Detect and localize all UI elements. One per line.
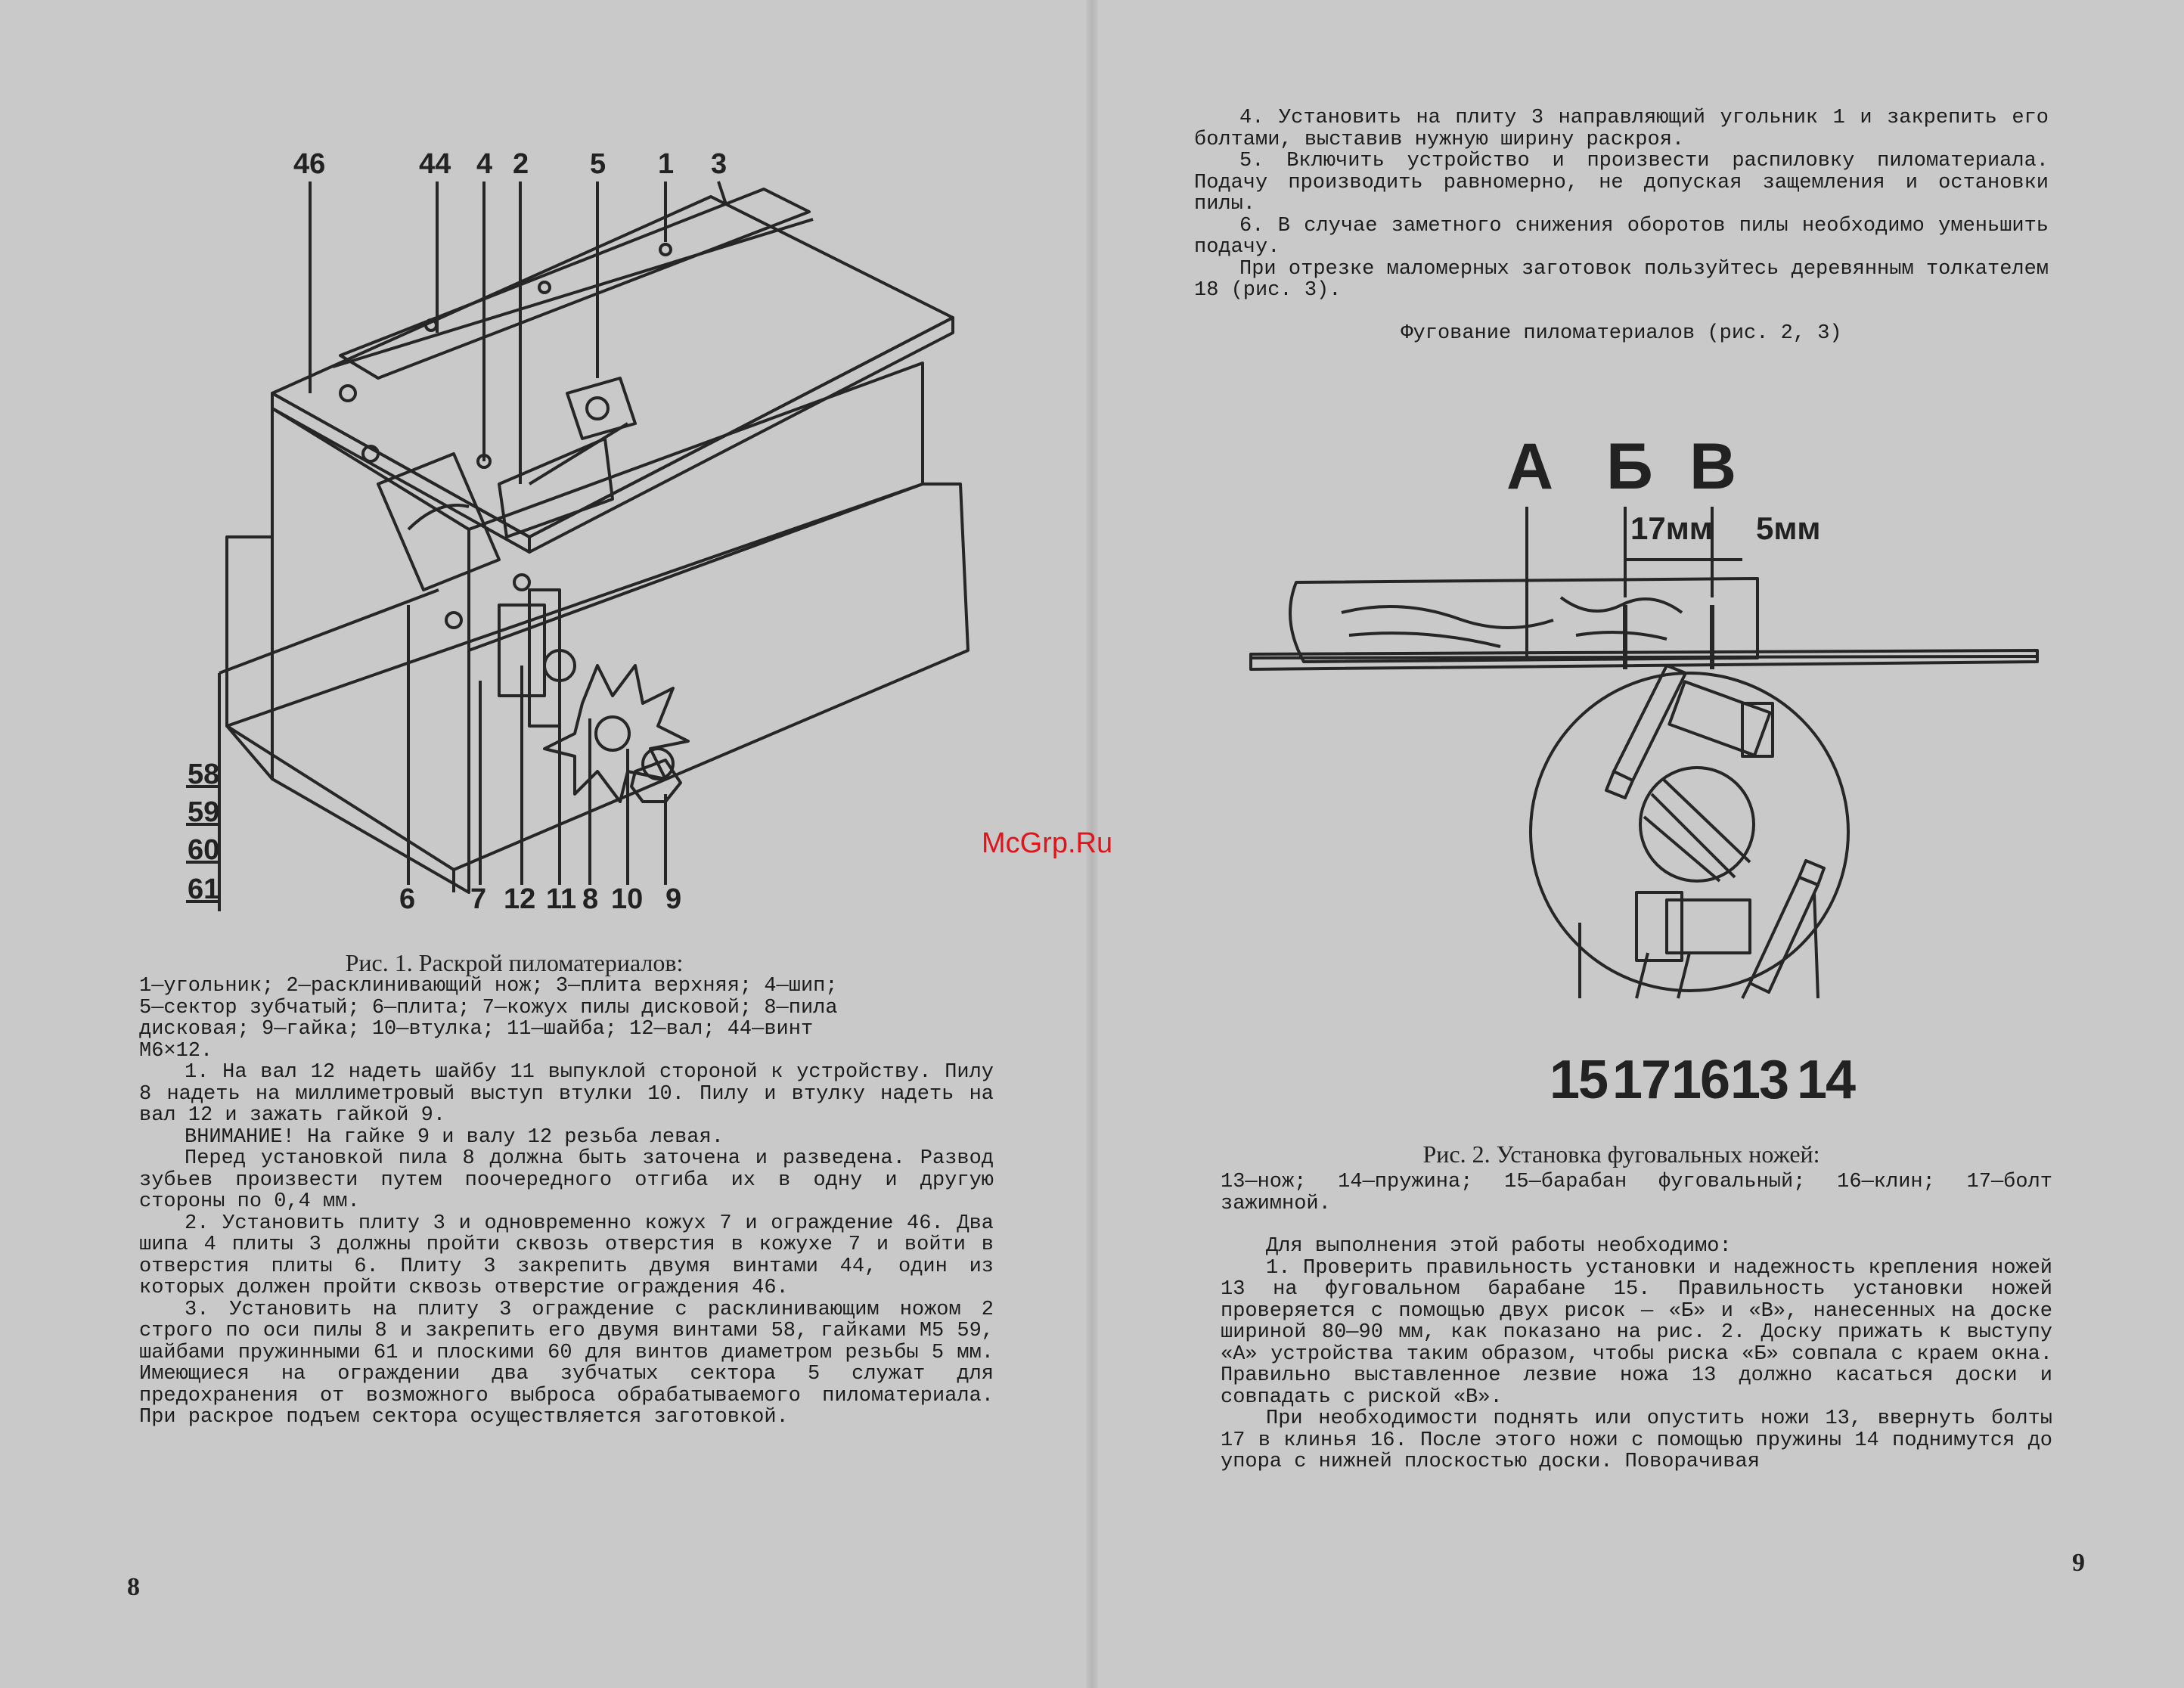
section-title-jointing: Фугование пиломатериалов (рис. 2, 3) (1401, 321, 1842, 345)
fig1-label-59: 59 (188, 796, 220, 828)
watermark-text: McGrp.Ru (982, 827, 1113, 859)
figure-2-jointer-knives (1092, 408, 2184, 1134)
left-paragraph-warning: ВНИМАНИЕ! На гайке 9 и валу 12 резьба левая. (185, 1125, 724, 1149)
fig2-dimension-17mm: 17мм (1630, 510, 1713, 546)
fig2-label-16: 16 (1671, 1050, 1730, 1110)
figure-2-caption: Рис. 2. Установка фуговальных ножей: (1422, 1140, 1820, 1168)
right-paragraph-6: 6. В случае заметного снижения оборотов пилы необходимо уменьшить подачу. (1194, 214, 2049, 259)
fig1-label-1: 1 (658, 148, 675, 180)
figure-1-saw-unit (0, 0, 1092, 945)
left-page-text (139, 976, 994, 1429)
fig1-label-46: 46 (293, 148, 326, 180)
right-page-bottom-text (1221, 1171, 2052, 1473)
fig1-label-2: 2 (513, 148, 529, 180)
fig2-label-17: 17 (1612, 1050, 1671, 1110)
right-paragraph-4: 4. Установить на плиту 3 направляющий угольник 1 и закрепить его болтами, выставив нужную ширину раскроя. (1194, 107, 2049, 151)
fig1-label-44: 44 (419, 148, 451, 180)
fig1-label-3: 3 (711, 148, 727, 180)
fig1-legend-line-1: 1—угольник; 2—расклинивающий нож; 3—плита верхняя; 4—шип; (139, 975, 838, 998)
right-paragraph-adjust: При необходимости поднять или опустить ножи 13, ввернуть болты 17 в клинья 16. После этого ножи с помощью пружины 14 поднимутся до упора с нижней плоскостью доски. Поворачивая (1221, 1407, 2052, 1473)
fig1-label-7: 7 (470, 883, 487, 915)
fig2-label-V: В (1689, 430, 1737, 503)
figure-1-caption: Рис. 1. Раскрой пиломатериалов: (345, 949, 684, 976)
fig1-label-8: 8 (582, 883, 599, 915)
fig1-label-60: 60 (188, 834, 220, 866)
fig1-label-12: 12 (504, 883, 536, 915)
saw-unit-drawing (0, 0, 1092, 945)
fig2-label-13: 13 (1730, 1050, 1788, 1110)
right-paragraph-intro: Для выполнения этой работы необходимо: (1266, 1235, 1732, 1258)
page-number-left: 8 (127, 1573, 140, 1601)
fig1-label-10: 10 (611, 883, 644, 915)
right-paragraph-5: 5. Включить устройство и произвести распиловку пиломатериала. Подачу производить равномерно, не допуская защемления и остановки пилы. (1194, 150, 2049, 216)
fig1-label-11: 11 (546, 883, 577, 915)
fig1-label-4: 4 (476, 148, 493, 180)
right-page (1092, 0, 2184, 1688)
right-paragraph-pusher: При отрезке маломерных заготовок пользуйтесь деревянным толкателем 18 (рис. 3). (1194, 257, 2049, 302)
fig2-label-15: 15 (1550, 1050, 1608, 1110)
right-paragraph-check: 1. Проверить правильность установки и надежность крепления ножей 13 на фуговальном барабане 15. Правильность установки ножей проверяется с помощью двух рисок — «Б» и «В», нанесенных на доске шириной 80—90 мм, как показано на рис. 2. Доску прижать к выступу «А» устройства таким образом, чтобы риска «Б» совпала с краем окна. Правильно выставленное лезвие ножа 13 должно касаться доски и совпадать с риской «В». (1221, 1256, 2052, 1409)
fig2-label-B: Б (1606, 430, 1653, 503)
fig2-dimension-5mm: 5мм (1756, 510, 1821, 546)
fig1-legend-line-2: 5—сектор зубчатый; 6—плита; 7—кожух пилы дисковой; 8—пила (139, 996, 838, 1019)
fig1-label-58: 58 (188, 759, 220, 790)
fig1-legend-line-4: М6×12. (139, 1039, 213, 1063)
fig2-label-A: А (1506, 430, 1554, 503)
fig1-label-6: 6 (399, 883, 416, 915)
left-paragraph-1: 1. На вал 12 надеть шайбу 11 выпуклой стороной к устройству. Пилу 8 надеть на миллиметровый выступ втулки 10. Пилу и втулку надеть на вал 12 и зажать гайкой 9. (139, 1061, 994, 1127)
right-page-top-text (1194, 107, 2049, 344)
fig1-label-5: 5 (590, 148, 606, 180)
fig1-label-61: 61 (188, 873, 220, 905)
fig2-legend: 13—нож; 14—пружина; 15—барабан фуговальный; 16—клин; 17—болт зажимной. (1221, 1171, 2052, 1215)
left-paragraph-3: 2. Установить плиту 3 и одновременно кожух 7 и ограждение 46. Два шипа 4 плиты 3 должны пройти сквозь отверстия в кожухе 7 и войти в отверстия плиты 6. Плиту 3 закрепить двумя винтами 44, один из которых должен пройти сквозь отверстие ограждения 46. (139, 1212, 994, 1299)
fig1-label-9: 9 (665, 883, 682, 915)
fig1-legend-line-3: дисковая; 9—гайка; 10—втулка; 11—шайба; 12—вал; 44—винт (139, 1018, 814, 1041)
fig2-label-14: 14 (1797, 1050, 1855, 1110)
left-paragraph-2: Перед установкой пила 8 должна быть заточена и разведена. Развод зубьев произвести путем поочередного отгиба их в одну и другую стороны по 0,4 мм. (139, 1147, 994, 1213)
page-number-right: 9 (2072, 1549, 2085, 1577)
left-paragraph-4: 3. Установить на плиту 3 ограждение с расклинивающим ножом 2 строго по оси пилы 8 и закрепить его двумя винтами 58, гайками М5 59, шайбами пружинными 61 и плоскими 60 для винтов диаметром резьбы 5 мм. Имеющиеся на ограждении два зубчатых сектора 5 служат для предохранения от возможного выброса обрабатываемого пиломатериала. При раскрое подъем сектора осуществляется заготовкой. (139, 1298, 994, 1429)
